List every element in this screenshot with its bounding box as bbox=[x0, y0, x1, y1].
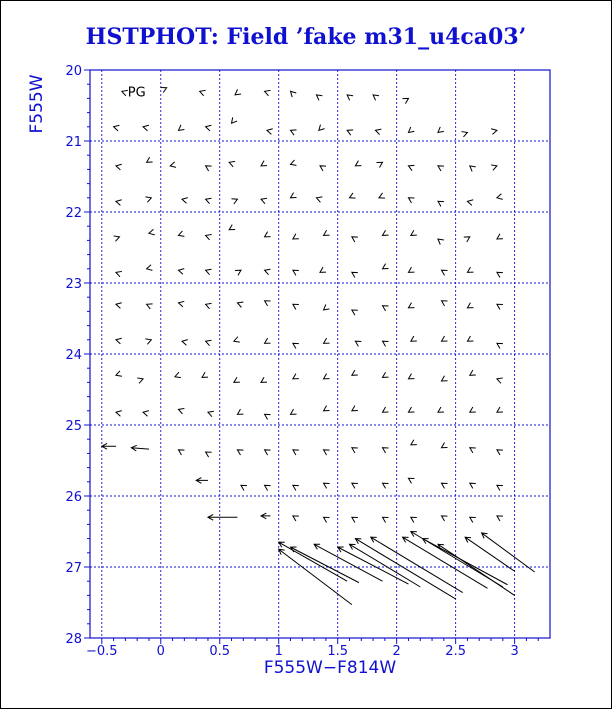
offset-marker-89 bbox=[383, 306, 389, 311]
offset-marker-38 bbox=[116, 200, 122, 206]
offset-marker-135 bbox=[497, 407, 503, 412]
y-tick-label: 26 bbox=[65, 490, 82, 505]
offset-marker-110 bbox=[175, 372, 181, 377]
offset-marker-130 bbox=[352, 406, 358, 411]
offset-marker-25 bbox=[147, 157, 153, 162]
offset-marker-156 bbox=[470, 483, 476, 488]
offset-marker-142 bbox=[352, 448, 358, 453]
offset-marker-138 bbox=[237, 450, 243, 455]
offset-arrow-18 bbox=[482, 533, 535, 572]
offset-marker-112 bbox=[234, 377, 240, 382]
offset-arrow-8 bbox=[314, 544, 382, 581]
offset-marker-131 bbox=[383, 407, 389, 412]
offset-marker-1 bbox=[161, 87, 167, 92]
offset-marker-123 bbox=[143, 411, 149, 417]
offset-marker-13 bbox=[206, 125, 212, 131]
offset-marker-5 bbox=[291, 91, 297, 97]
offset-marker-114 bbox=[293, 374, 299, 379]
offset-marker-14 bbox=[232, 117, 238, 123]
x-axis-label: F555W−F814W bbox=[263, 658, 397, 678]
offset-marker-80 bbox=[116, 303, 122, 309]
offset-marker-100 bbox=[293, 343, 299, 348]
offset-arrow-0 bbox=[102, 443, 116, 449]
offset-marker-119 bbox=[441, 376, 447, 381]
offset-arrow-4 bbox=[261, 513, 270, 519]
offset-marker-62 bbox=[411, 230, 417, 235]
offset-arrow-9 bbox=[338, 547, 409, 584]
x-tick-label: 1 bbox=[274, 644, 283, 659]
offset-marker-65 bbox=[497, 234, 503, 239]
offset-marker-133 bbox=[438, 407, 444, 412]
offset-marker-29 bbox=[261, 161, 267, 166]
offset-marker-148 bbox=[241, 485, 247, 490]
offset-marker-90 bbox=[408, 303, 414, 308]
offset-arrow-6 bbox=[279, 549, 352, 604]
offset-marker-164 bbox=[470, 517, 476, 522]
offset-marker-32 bbox=[355, 161, 361, 166]
grid-lines bbox=[90, 70, 550, 638]
offset-marker-56 bbox=[229, 225, 235, 230]
offset-marker-98 bbox=[234, 337, 240, 342]
offset-marker-105 bbox=[441, 336, 447, 341]
offset-marker-24 bbox=[116, 164, 122, 170]
y-tick-label: 25 bbox=[65, 419, 82, 434]
x-tick-label: 2.5 bbox=[445, 644, 466, 659]
offset-marker-86 bbox=[293, 304, 299, 309]
offset-marker-6 bbox=[316, 95, 322, 100]
offset-marker-141 bbox=[324, 450, 330, 455]
offset-marker-53 bbox=[149, 229, 155, 235]
offset-marker-49 bbox=[438, 201, 444, 206]
offset-marker-68 bbox=[178, 269, 184, 275]
offset-marker-57 bbox=[265, 232, 271, 237]
offset-marker-37 bbox=[491, 165, 497, 170]
offset-marker-20 bbox=[408, 127, 414, 133]
x-tick-label: 0.5 bbox=[209, 644, 231, 659]
axis-ticks bbox=[65, 64, 538, 659]
offset-marker-154 bbox=[408, 478, 414, 483]
offset-marker-109 bbox=[137, 378, 143, 383]
offset-marker-73 bbox=[320, 267, 326, 272]
data-marks bbox=[102, 87, 535, 604]
offset-marker-127 bbox=[265, 414, 271, 419]
offset-marker-82 bbox=[178, 301, 184, 307]
offset-marker-79 bbox=[497, 272, 503, 277]
offset-marker-94 bbox=[116, 338, 122, 344]
offset-marker-71 bbox=[265, 269, 271, 274]
offset-marker-43 bbox=[261, 198, 267, 203]
offset-marker-47 bbox=[379, 193, 385, 198]
x-tick-label: −0.5 bbox=[86, 644, 118, 659]
offset-marker-108 bbox=[116, 371, 122, 376]
x-tick-label: 3 bbox=[510, 644, 519, 659]
offset-marker-152 bbox=[352, 483, 358, 488]
offset-marker-34 bbox=[408, 165, 414, 170]
offset-marker-70 bbox=[235, 270, 241, 275]
offset-marker-151 bbox=[324, 483, 330, 488]
offset-marker-2 bbox=[200, 90, 206, 95]
chart-title: HSTPHOT: Field ’fake m31_u4ca03’ bbox=[85, 24, 527, 50]
offset-marker-81 bbox=[147, 304, 153, 309]
offset-marker-21 bbox=[438, 127, 444, 133]
y-tick-label: 20 bbox=[65, 64, 82, 79]
offset-marker-143 bbox=[383, 448, 389, 453]
offset-marker-9 bbox=[402, 98, 408, 103]
offset-marker-10 bbox=[114, 125, 120, 131]
offset-marker-7 bbox=[347, 95, 353, 100]
offset-marker-54 bbox=[178, 231, 184, 236]
offset-arrow-3 bbox=[208, 514, 237, 520]
offset-marker-59 bbox=[324, 230, 330, 235]
offset-marker-115 bbox=[324, 374, 330, 379]
offset-marker-50 bbox=[467, 200, 473, 206]
offset-marker-147 bbox=[497, 450, 503, 455]
offset-marker-36 bbox=[470, 166, 476, 172]
offset-marker-18 bbox=[347, 130, 353, 135]
offset-marker-8 bbox=[373, 95, 379, 100]
offset-marker-134 bbox=[470, 407, 476, 412]
offset-marker-83 bbox=[206, 303, 212, 308]
offset-marker-45 bbox=[316, 197, 322, 202]
offset-marker-107 bbox=[497, 343, 503, 348]
offset-marker-118 bbox=[408, 374, 414, 379]
offset-marker-132 bbox=[408, 407, 414, 412]
x-tick-label: 0 bbox=[156, 644, 165, 659]
offset-arrow-10 bbox=[349, 544, 420, 587]
offset-marker-44 bbox=[291, 193, 297, 198]
offset-arrow-1 bbox=[131, 445, 149, 451]
offset-arrow-15 bbox=[423, 539, 508, 585]
annotation-pg: PG bbox=[127, 85, 146, 101]
offset-marker-58 bbox=[293, 234, 299, 239]
offset-marker-121 bbox=[497, 378, 503, 383]
offset-marker-102 bbox=[355, 341, 361, 346]
offset-arrow-2 bbox=[196, 478, 208, 484]
offset-marker-140 bbox=[293, 450, 299, 455]
offset-marker-41 bbox=[206, 198, 212, 203]
offset-marker-160 bbox=[352, 517, 358, 522]
offset-marker-51 bbox=[497, 194, 503, 200]
offset-marker-17 bbox=[319, 125, 325, 131]
offset-marker-128 bbox=[291, 409, 297, 414]
offset-marker-157 bbox=[497, 485, 503, 490]
offset-marker-3 bbox=[235, 89, 241, 94]
offset-marker-11 bbox=[143, 125, 149, 131]
offset-marker-162 bbox=[411, 517, 417, 522]
offset-marker-75 bbox=[383, 264, 389, 269]
offset-marker-66 bbox=[116, 271, 122, 276]
x-tick-label: 1.5 bbox=[327, 644, 349, 659]
y-tick-label: 21 bbox=[65, 135, 82, 150]
offset-marker-92 bbox=[467, 303, 473, 308]
offset-marker-78 bbox=[467, 267, 473, 272]
offset-marker-23 bbox=[491, 129, 497, 135]
offset-marker-145 bbox=[441, 443, 447, 448]
offset-marker-149 bbox=[265, 485, 271, 490]
offset-marker-144 bbox=[411, 440, 417, 445]
offset-marker-165 bbox=[497, 516, 503, 521]
offset-marker-136 bbox=[178, 450, 184, 455]
offset-marker-125 bbox=[208, 411, 214, 416]
offset-marker-126 bbox=[237, 409, 243, 414]
offset-marker-153 bbox=[383, 483, 389, 488]
offset-marker-15 bbox=[267, 129, 273, 135]
offset-marker-137 bbox=[206, 452, 212, 457]
y-tick-label: 23 bbox=[65, 277, 82, 292]
offset-marker-95 bbox=[145, 339, 151, 344]
offset-marker-42 bbox=[231, 199, 237, 204]
offset-marker-72 bbox=[293, 270, 299, 275]
x-tick-label: 2 bbox=[392, 644, 401, 659]
offset-marker-63 bbox=[438, 239, 444, 245]
offset-marker-122 bbox=[116, 411, 122, 417]
offset-marker-61 bbox=[383, 230, 389, 235]
offset-marker-67 bbox=[147, 265, 153, 271]
offset-marker-16 bbox=[291, 130, 297, 135]
offset-marker-124 bbox=[178, 408, 184, 413]
offset-marker-96 bbox=[182, 340, 188, 346]
offset-marker-22 bbox=[462, 132, 468, 137]
offset-marker-19 bbox=[375, 129, 381, 135]
offset-marker-117 bbox=[383, 372, 389, 377]
offset-marker-87 bbox=[324, 304, 330, 310]
y-tick-label: 27 bbox=[65, 561, 82, 576]
offset-arrow-16 bbox=[438, 544, 515, 595]
offset-arrow-13 bbox=[403, 537, 488, 588]
offset-marker-113 bbox=[261, 377, 267, 382]
offset-marker-55 bbox=[206, 235, 212, 240]
offset-marker-106 bbox=[467, 336, 473, 341]
offset-marker-91 bbox=[441, 301, 447, 306]
offset-marker-76 bbox=[408, 267, 414, 272]
offset-marker-101 bbox=[324, 338, 330, 343]
y-tick-label: 28 bbox=[65, 632, 82, 647]
offset-marker-64 bbox=[464, 237, 470, 242]
y-tick-label: 22 bbox=[65, 206, 82, 221]
y-axis-label: F555W bbox=[27, 74, 47, 134]
offset-marker-60 bbox=[352, 237, 358, 242]
offset-marker-150 bbox=[293, 485, 299, 490]
y-tick-label: 24 bbox=[65, 348, 82, 363]
offset-marker-12 bbox=[178, 125, 184, 130]
offset-marker-116 bbox=[352, 370, 358, 375]
offset-marker-26 bbox=[170, 162, 176, 168]
offset-marker-39 bbox=[145, 197, 151, 202]
offset-marker-28 bbox=[229, 161, 235, 166]
offset-marker-103 bbox=[383, 341, 389, 346]
offset-marker-52 bbox=[114, 236, 120, 241]
offset-marker-77 bbox=[441, 270, 447, 275]
offset-marker-111 bbox=[202, 372, 208, 377]
offset-marker-40 bbox=[182, 198, 188, 204]
offset-marker-93 bbox=[497, 304, 503, 309]
offset-marker-69 bbox=[206, 269, 212, 274]
offset-marker-159 bbox=[324, 517, 330, 522]
offset-marker-104 bbox=[411, 336, 417, 341]
offset-marker-158 bbox=[293, 516, 299, 521]
offset-marker-35 bbox=[438, 166, 444, 171]
offset-marker-139 bbox=[265, 450, 271, 455]
offset-marker-27 bbox=[206, 166, 212, 171]
offset-marker-129 bbox=[324, 406, 330, 411]
offset-marker-161 bbox=[383, 517, 389, 522]
offset-marker-48 bbox=[408, 198, 414, 203]
offset-marker-146 bbox=[470, 448, 476, 453]
offset-marker-120 bbox=[470, 370, 476, 375]
offset-marker-88 bbox=[352, 310, 358, 315]
offset-marker-46 bbox=[349, 193, 355, 198]
offset-marker-30 bbox=[291, 160, 297, 165]
offset-arrow-11 bbox=[355, 539, 455, 599]
offset-marker-74 bbox=[352, 272, 358, 277]
offset-marker-85 bbox=[265, 301, 271, 306]
offset-marker-163 bbox=[441, 516, 447, 521]
offset-marker-155 bbox=[441, 483, 447, 488]
offset-marker-31 bbox=[320, 166, 326, 171]
offset-marker-33 bbox=[377, 162, 383, 167]
offset-marker-99 bbox=[265, 338, 271, 343]
offset-marker-97 bbox=[206, 340, 212, 345]
offset-marker-84 bbox=[237, 302, 243, 307]
offset-marker-4 bbox=[265, 90, 271, 95]
